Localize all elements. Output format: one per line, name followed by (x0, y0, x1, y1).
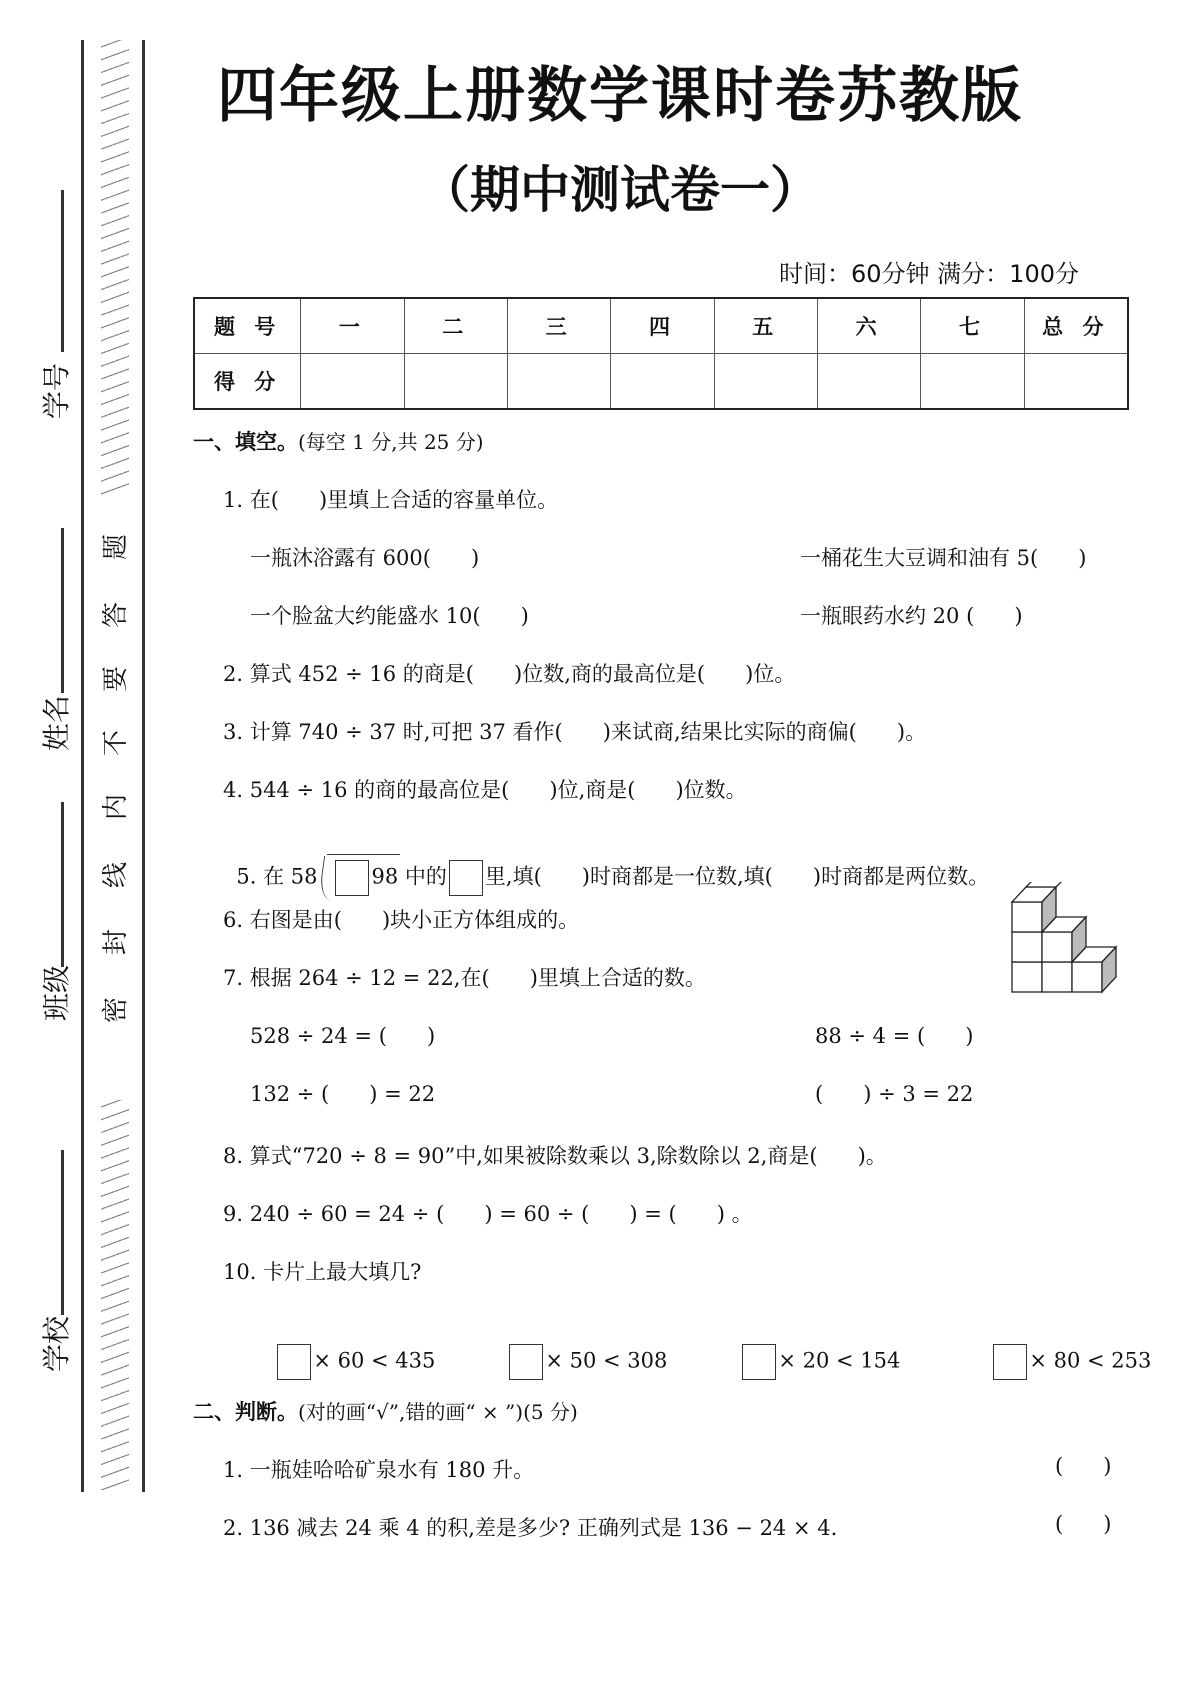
seal-char: 题 (101, 534, 131, 561)
question-1-item: 一瓶沐浴露有 600( ) (250, 546, 480, 570)
score-table (193, 297, 1129, 410)
question-5-middle: 中的 (398, 864, 447, 889)
score-cell[interactable] (507, 354, 610, 410)
table-header-cell: 五 (714, 298, 817, 354)
section-1-note: (每空 1 分,共 25 分) (298, 430, 484, 454)
question-1: 1. 在( )里填上合适的容量单位。 (223, 488, 559, 512)
question-1-item: 一桶花生大豆调和油有 5( ) (800, 546, 1087, 570)
score-cell[interactable] (611, 354, 714, 410)
hatch-pattern-bottom (101, 1100, 129, 1490)
table-header-cell: 三 (507, 298, 610, 354)
question-9: 9. 240 ÷ 60 = 24 ÷ ( ) = 60 ÷ ( ) = ( ) 。 (223, 1202, 753, 1226)
question-5-prefix: 5. 在 58 (236, 864, 318, 889)
question-1-item: 一瓶眼药水约 20 ( ) (800, 604, 1023, 628)
answer-box[interactable] (449, 860, 483, 896)
name-label: 姓名 (40, 695, 73, 752)
seal-char: 答 (101, 602, 131, 629)
score-cell[interactable] (714, 354, 817, 410)
hatch-pattern-top (101, 40, 129, 495)
seal-char: 要 (101, 666, 131, 693)
table-header-cell: 一 (301, 298, 404, 354)
table-header-cell: 二 (404, 298, 507, 354)
inequality: × 20 < 154 (778, 1348, 901, 1373)
table-header-row (194, 298, 1128, 354)
question-7-item: 88 ÷ 4 = ( ) (815, 1024, 974, 1048)
class-label: 班级 (40, 965, 73, 1022)
school-label: 学校 (40, 1316, 73, 1373)
question-5 (223, 836, 989, 896)
page-subtitle: （期中测试卷一） (420, 161, 820, 219)
judgment-item: 1. 一瓶娃哈哈矿泉水有 180 升。 (223, 1458, 535, 1482)
question-1-item: 一个脸盆大约能盛水 10( ) (250, 604, 529, 628)
student-id-label: 学号 (40, 363, 73, 420)
question-7-item: ( ) ÷ 3 = 22 (815, 1082, 974, 1106)
dividend-suffix: 98 (371, 864, 399, 889)
question-7-item: 132 ÷ ( ) = 22 (250, 1082, 436, 1106)
judgment-answer[interactable]: ( ) (1055, 1512, 1112, 1536)
question-10-item (494, 1320, 667, 1380)
table-header-cell: 四 (611, 298, 714, 354)
judgment-answer[interactable]: ( ) (1055, 1454, 1112, 1478)
question-4: 4. 544 ÷ 16 的商的最高位是( )位,商是( )位数。 (223, 778, 747, 802)
card-box[interactable] (993, 1344, 1027, 1380)
inequality: × 60 < 435 (313, 1348, 436, 1373)
question-10-item (727, 1320, 900, 1380)
inequality: × 50 < 308 (545, 1348, 668, 1373)
table-header-cell: 六 (817, 298, 920, 354)
question-7: 7. 根据 264 ÷ 12 = 22,在( )里填上合适的数。 (223, 966, 706, 990)
question-6: 6. 右图是由( )块小正方体组成的。 (223, 908, 580, 932)
seal-char: 封 (101, 929, 131, 956)
seal-char: 密 (101, 997, 131, 1024)
page-title: 四年级上册数学课时卷苏教版 (217, 61, 1023, 131)
question-8: 8. 算式“720 ÷ 8 = 90”中,如果被除数乘以 3,除数除以 2,商是( )。 (223, 1144, 887, 1168)
question-2: 2. 算式 452 ÷ 16 的商是( )位数,商的最高位是( )位。 (223, 662, 796, 686)
answer-box[interactable] (335, 860, 369, 896)
seal-char: 不 (101, 730, 131, 757)
question-10: 10. 卡片上最大填几? (223, 1260, 422, 1284)
seal-char: 线 (101, 862, 131, 889)
score-cell[interactable] (301, 354, 404, 410)
score-cell[interactable] (1024, 354, 1128, 410)
question-7-item: 528 ÷ 24 = ( ) (250, 1024, 436, 1048)
exam-meta: 时间：60分钟 满分：100分 (779, 260, 1079, 288)
card-box[interactable] (509, 1344, 543, 1380)
name-field[interactable] (61, 528, 64, 693)
cube-stack-figure (1010, 882, 1128, 994)
question-5-suffix: 里,填( )时商都是一位数,填( )时商都是两位数。 (484, 864, 990, 889)
seal-char: 内 (101, 794, 131, 821)
section-1-heading (193, 426, 484, 456)
class-field[interactable] (61, 802, 64, 967)
school-field[interactable] (61, 1150, 64, 1315)
score-cell[interactable] (817, 354, 920, 410)
table-header-cell: 总 分 (1024, 298, 1128, 354)
section-2-note: (对的画“√”,错的画“ × ”)(5 分) (298, 1400, 578, 1424)
judgment-item: 2. 136 减去 24 乘 4 的积,差是多少? 正确列式是 136 − 24 × 4. (223, 1516, 838, 1540)
card-box[interactable] (277, 1344, 311, 1380)
margin-line-right (142, 40, 145, 1492)
long-division-bracket (321, 860, 398, 896)
table-header-cell: 题 号 (194, 298, 301, 354)
score-cell[interactable] (921, 354, 1024, 410)
section-1-title: 一、填空。 (193, 430, 298, 454)
section-2-heading (193, 1396, 578, 1426)
question-10-item (978, 1320, 1151, 1380)
score-cell[interactable] (404, 354, 507, 410)
section-2-title: 二、判断。 (193, 1400, 298, 1424)
score-row-label: 得 分 (194, 354, 301, 410)
student-id-field[interactable] (61, 190, 64, 352)
inequality: × 80 < 253 (1029, 1348, 1152, 1373)
table-header-cell: 七 (921, 298, 1024, 354)
card-box[interactable] (742, 1344, 776, 1380)
question-10-item (262, 1320, 435, 1380)
question-3: 3. 计算 740 ÷ 37 时,可把 37 看作( )来试商,结果比实际的商偏( )。 (223, 720, 927, 744)
margin-line-left (81, 40, 84, 1492)
table-score-row (194, 354, 1128, 410)
